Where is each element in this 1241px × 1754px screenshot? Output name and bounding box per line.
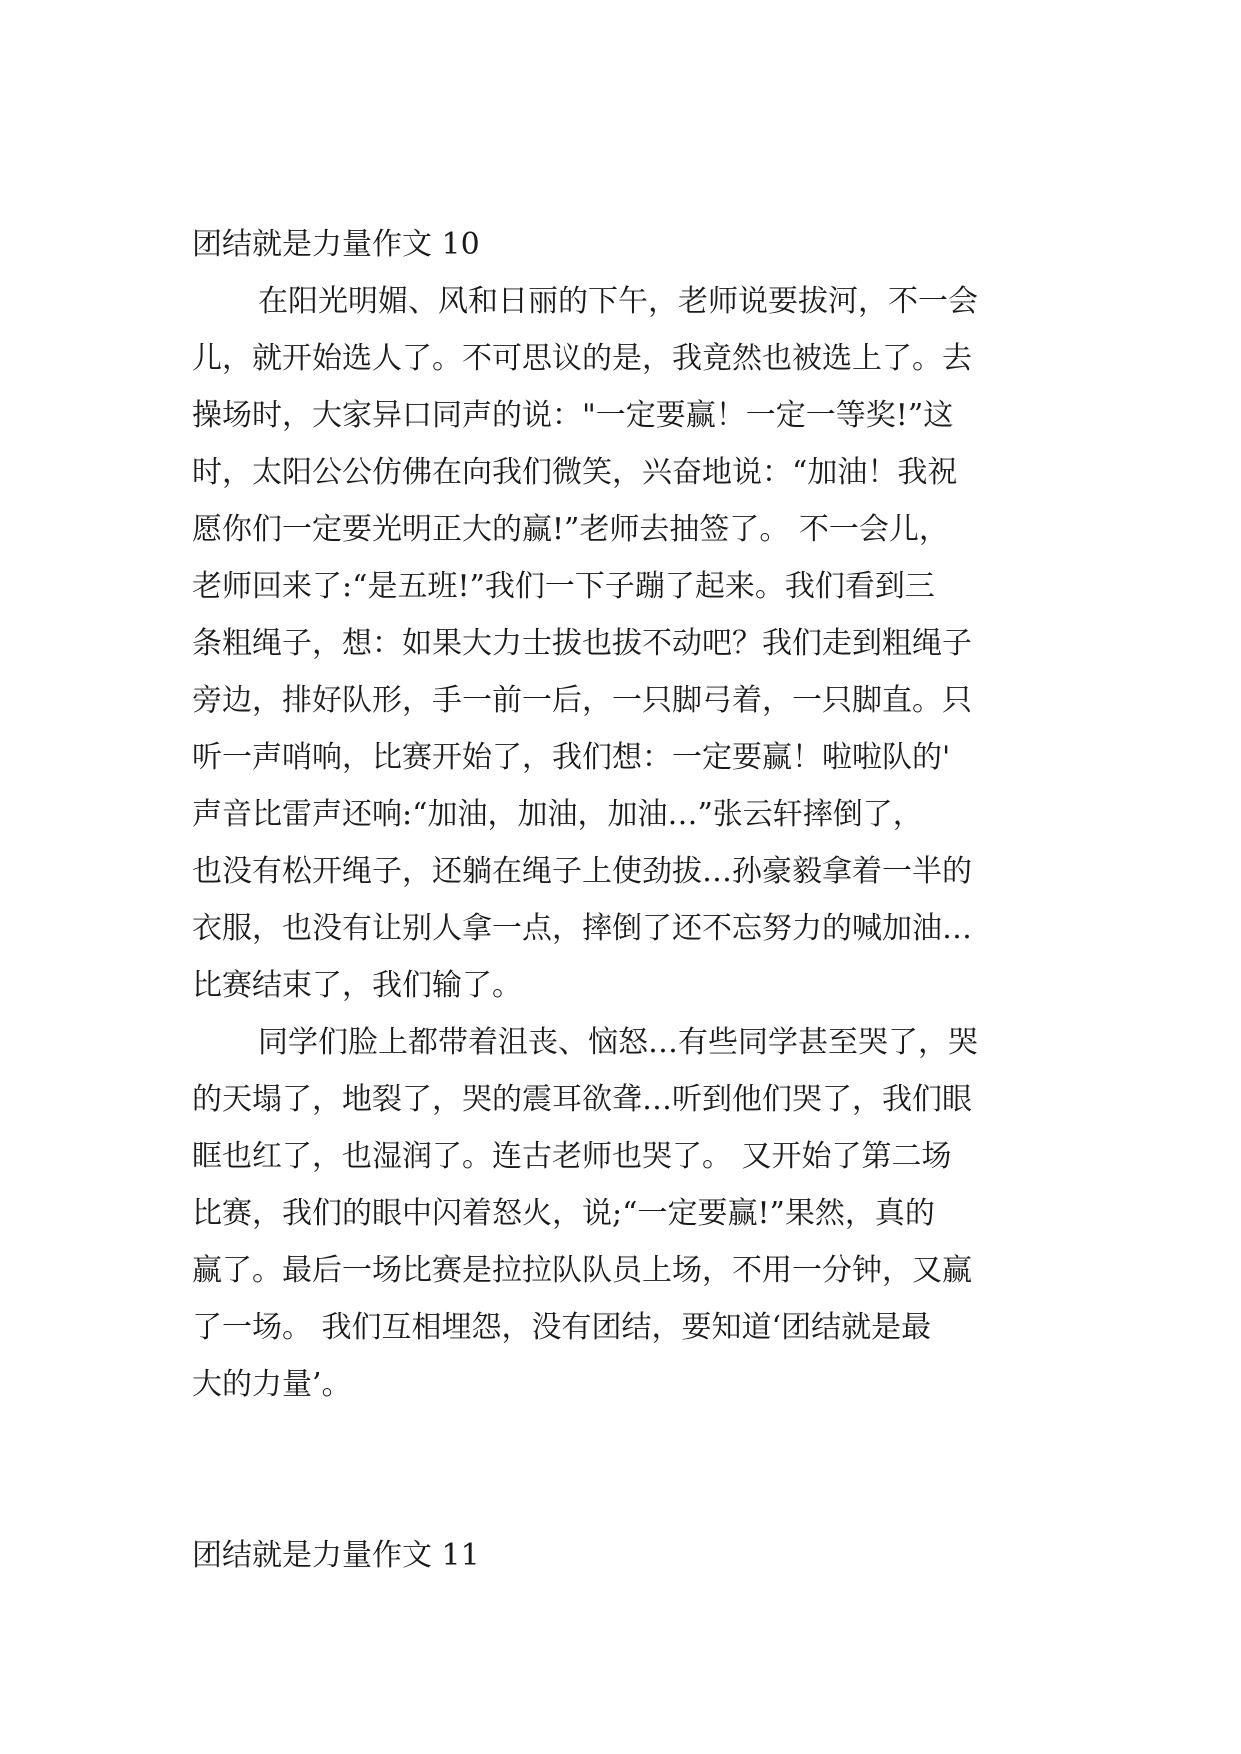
text-line: 同学们脸上都带着沮丧、恼怒…有些同学甚至哭了，哭 bbox=[258, 1025, 978, 1060]
text-line: 的天塌了，地裂了，哭的震耳欲聋…听到他们哭了，我们眼 bbox=[192, 1082, 972, 1117]
text-line: 眶也红了，也湿润了。连古老师也哭了。 又开始了第二场 bbox=[192, 1139, 952, 1174]
text-line: 听一声哨响，比赛开始了，我们想：一定要赢！啦啦队的' bbox=[192, 740, 951, 775]
text-line: 旁边，排好队形，手一前一后，一只脚弓着，一只脚直。只 bbox=[192, 683, 972, 718]
essay-title-10: 团结就是力量作文 10 bbox=[192, 227, 480, 262]
text-line: 赢了。最后一场比赛是拉拉队队员上场，不用一分钟，又赢 bbox=[192, 1253, 972, 1288]
text-line: 条粗绳子，想：如果大力士拔也拔不动吧？我们走到粗绳子 bbox=[192, 626, 972, 661]
text-line: 愿你们一定要光明正大的赢!”老师去抽签了。 不一会儿， bbox=[192, 512, 949, 547]
text-line: 大的力量’。 bbox=[192, 1367, 352, 1402]
text-line: 时，太阳公公仿佛在向我们微笑，兴奋地说：“加油！我祝 bbox=[192, 455, 958, 490]
text-line: 儿，就开始选人了。不可思议的是，我竟然也被选上了。去 bbox=[192, 341, 972, 376]
text-line: 操场时，大家异口同声的说："一定要赢！一定一等奖!”这 bbox=[192, 398, 954, 433]
text-line: 也没有松开绳子，还躺在绳子上使劲拔…孙豪毅拿着一半的 bbox=[192, 854, 972, 889]
text-line: 老师回来了:“是五班!”我们一下子蹦了起来。我们看到三 bbox=[192, 569, 935, 604]
text-line: 在阳光明媚、风和日丽的下午，老师说要拔河，不一会 bbox=[258, 284, 978, 319]
essay-title-11: 团结就是力量作文 11 bbox=[192, 1538, 480, 1573]
text-line: 比赛，我们的眼中闪着怒火，说;“一定要赢!”果然，真的 bbox=[192, 1196, 935, 1231]
text-line: 比赛结束了，我们输了。 bbox=[192, 968, 522, 1003]
text-line: 衣服，也没有让别人拿一点，摔倒了还不忘努力的喊加油… bbox=[192, 911, 972, 946]
text-line: 声音比雷声还响:“加油，加油，加油…”张云轩摔倒了， bbox=[192, 797, 923, 832]
text-line: 了一场。 我们互相埋怨，没有团结，要知道‘团结就是最 bbox=[192, 1310, 932, 1345]
